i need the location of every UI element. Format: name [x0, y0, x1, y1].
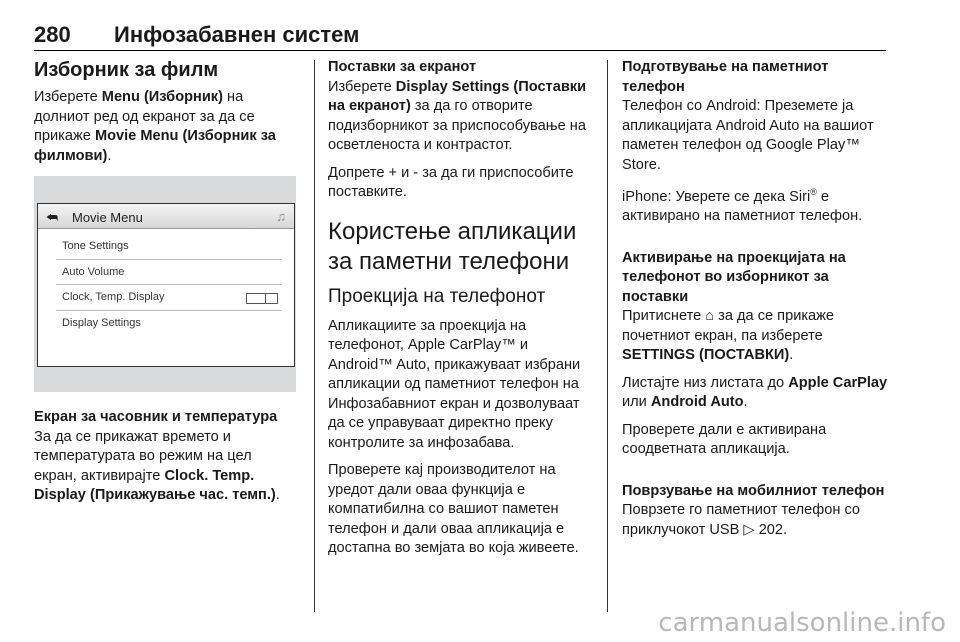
text: Поврзете го паметниот телефон со приклучокот USB — [622, 502, 861, 538]
registered-mark: ® — [810, 187, 817, 197]
section-heading-prepare-phone: Подготвување на паметниот телефон — [622, 59, 829, 95]
paragraph: Проверете кај производителот на уредот дали оваа функција е компатибилна со вашиот паметен телефон и дали оваа апликација е достапна во земјата во која живеете. — [328, 462, 579, 556]
toggle-switch — [246, 293, 278, 304]
text: Изберете — [328, 78, 396, 95]
column-divider — [607, 60, 608, 612]
text: iPhone: Уверете се дека Siri — [622, 188, 811, 205]
section-heading-movie-menu: Изборник за филм — [34, 59, 219, 81]
paragraph — [34, 428, 296, 506]
text: за да го отворите подизборникот за приспособување на осветленоста и контрастот. — [328, 98, 586, 153]
text: за да се прикаже почетниот екран, па изберете — [622, 308, 835, 344]
text: е активирано на паметниот телефон. — [622, 188, 863, 225]
menu-item-clock-temp-display — [56, 285, 282, 311]
text: или — [622, 394, 651, 411]
text: . — [743, 394, 748, 411]
watermark: carmanualsonline.info — [658, 608, 946, 638]
column-divider — [314, 60, 315, 612]
page-header — [34, 18, 886, 51]
paragraph — [622, 183, 890, 227]
menu-term: Display Settings (Поставки на екранот) — [328, 78, 587, 114]
text: 202. — [754, 521, 788, 538]
menu-list — [56, 234, 282, 335]
section-heading-activate-projection: Активирање на проекцијата на телефонот во изборникот за поставки — [622, 249, 846, 305]
music-note-icon: ♫ — [276, 209, 286, 224]
text: Листајте низ листата до — [622, 374, 789, 391]
chapter-heading: Користење апликации за паметни телефони — [328, 217, 577, 275]
text: на долниот ред од екранот за да се прикаже — [34, 89, 255, 144]
menu-term: Android Auto — [650, 394, 744, 411]
paragraph: Проверете дали е активирана соодветната апликација. — [622, 421, 827, 458]
column-1 — [34, 58, 296, 514]
column-2 — [328, 58, 593, 567]
paragraph: Телефон со Android: Преземете ја апликацијата Android Auto на вашиот паметен телефон од Google Play™ Store. — [622, 98, 874, 173]
spacer — [622, 235, 890, 249]
column-3 — [622, 58, 890, 548]
menu-term: Movie Menu (Изборник за филмови) — [34, 128, 276, 164]
section-heading-display-settings: Поставки за екранот — [328, 59, 477, 75]
menu-item-display-settings: Display Settings — [62, 316, 141, 329]
home-icon: ⌂ — [705, 308, 715, 325]
reference-arrow-icon: ▷ — [743, 521, 755, 538]
paragraph: Допрете + и - за да ги приспособите поставките. — [328, 164, 574, 200]
paragraph: Апликациите за проекција на телефонот, Apple CarPlay™ и Android™ Auto, прикажуваат избрани апликации од паметниот телефон на Инфозабавниот екран и дозволуваат да се управуваат директно преку контролите за инфозабава. — [328, 317, 581, 451]
paragraph — [622, 307, 890, 366]
paragraph — [622, 374, 890, 413]
menu-term: SETTINGS (ПОСТАВКИ) — [622, 347, 790, 364]
menu-term: Apple CarPlay — [788, 374, 888, 391]
screen-title-bar — [38, 204, 294, 229]
sub-heading: Проекција на телефонот — [328, 285, 546, 307]
screen-title: Movie Menu — [72, 210, 143, 225]
paragraph — [34, 88, 296, 166]
spacer — [622, 468, 890, 482]
page-title: Инфозабавнен систем — [114, 22, 360, 47]
text: . — [789, 347, 794, 364]
menu-item-auto-volume: Auto Volume — [56, 260, 282, 286]
text: За да се прикажат времето и температурата во режим на цел екран, активирајте — [34, 428, 252, 484]
text: . — [275, 487, 280, 503]
movie-menu-screenshot — [34, 176, 296, 392]
menu-item-label: Clock, Temp. Display — [62, 291, 165, 303]
screen — [37, 203, 295, 367]
page-number: 280 — [34, 22, 71, 47]
text: . — [107, 147, 112, 164]
section-heading-clock-temp: Екран за часовник и температура — [34, 409, 278, 425]
back-icon: ⮪ — [46, 210, 59, 225]
section-heading-connect-phone: Поврзување на мобилниот телефон — [622, 482, 885, 499]
text: Изберете — [34, 89, 102, 105]
menu-term: Clock. Temp. Display (Прикажување час. темп.) — [34, 467, 276, 503]
menu-term: Menu (Изборник) — [101, 89, 223, 105]
text: Притиснете — [622, 308, 706, 325]
menu-item-tone-settings: Tone Settings — [56, 234, 282, 260]
paragraph — [622, 501, 890, 540]
paragraph — [328, 78, 593, 156]
